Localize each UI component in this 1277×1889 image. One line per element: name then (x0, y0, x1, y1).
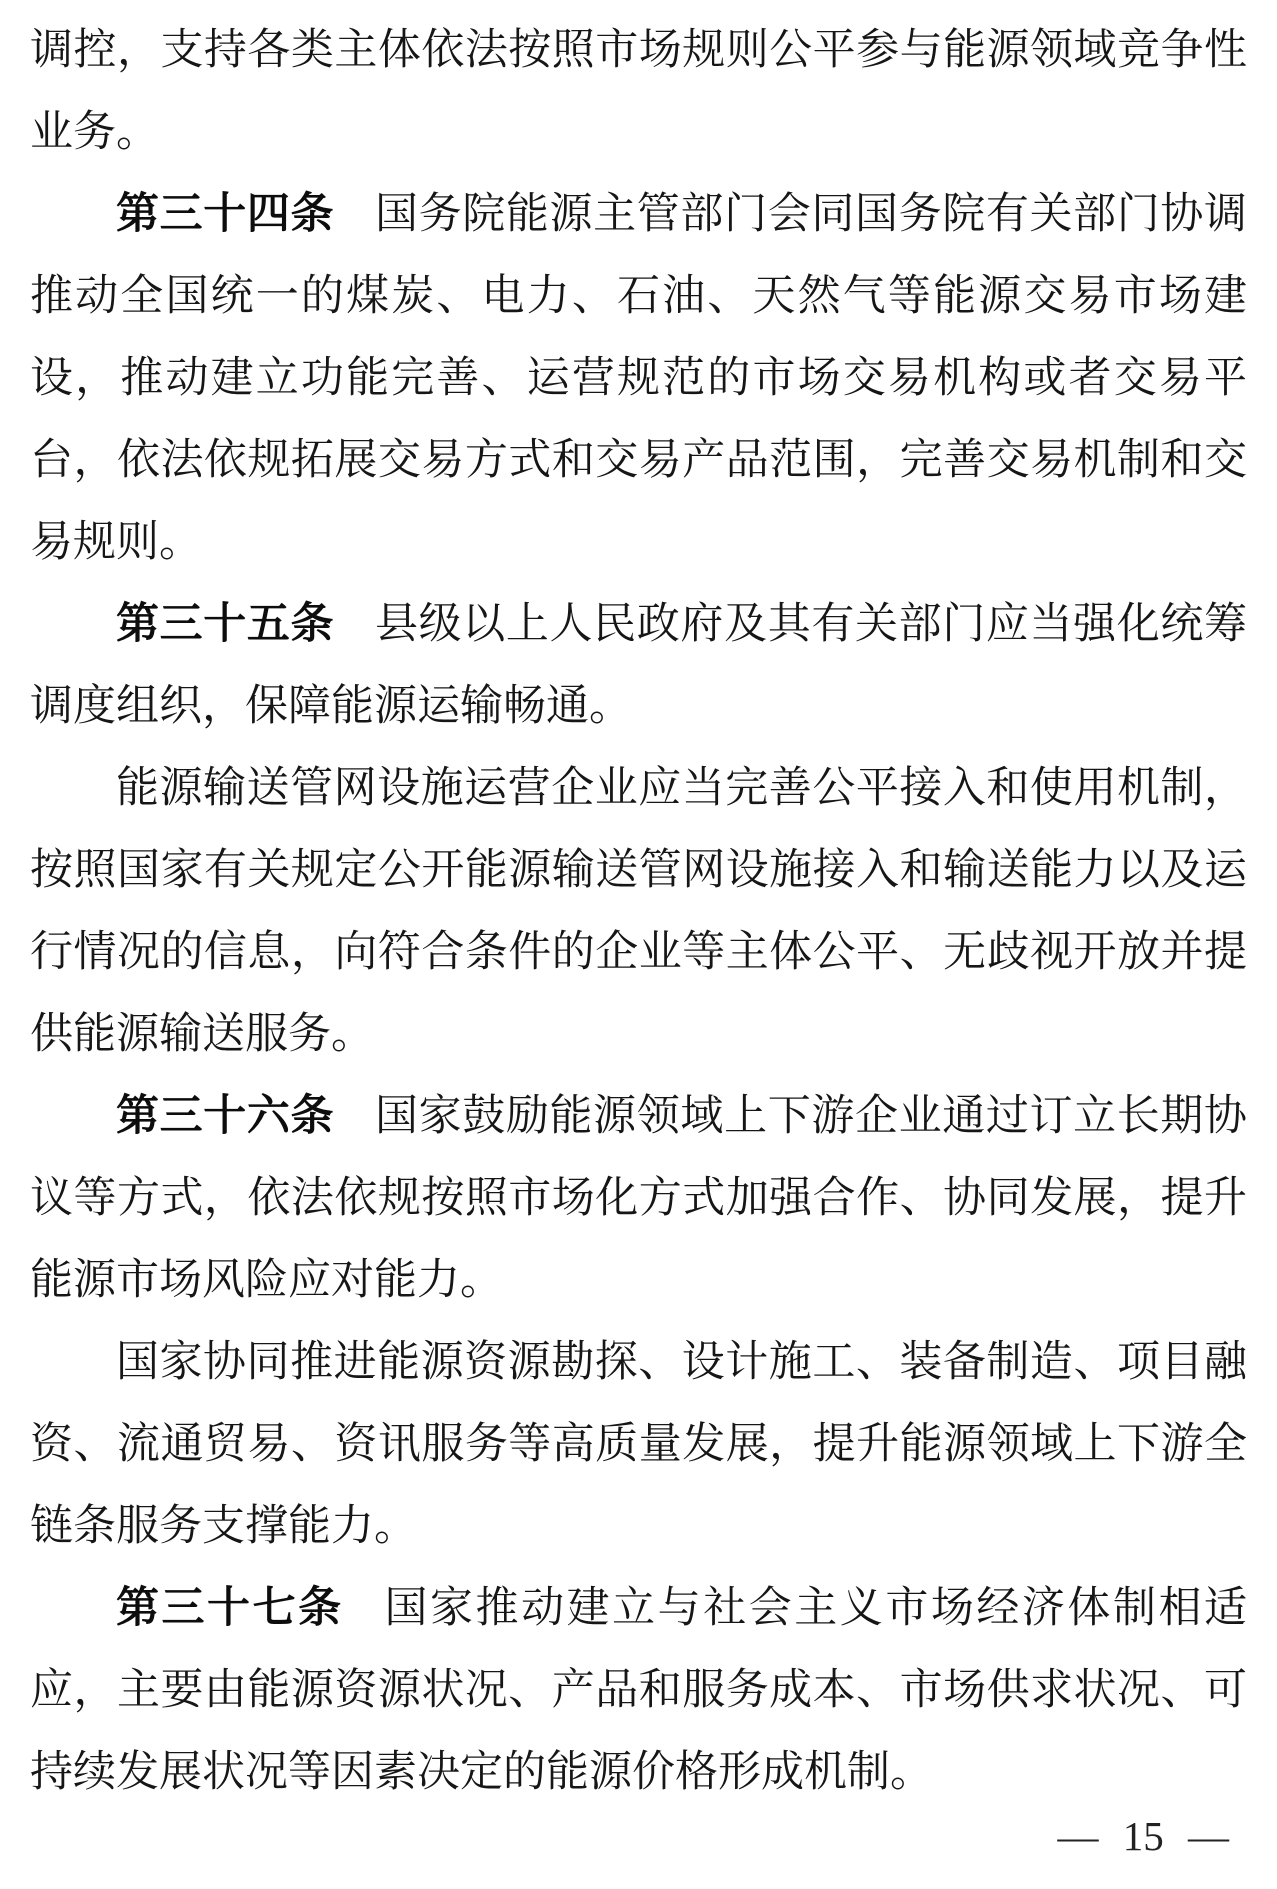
article-number: 第三十六条 (116, 1093, 335, 1140)
paragraph-text: 国家鼓励能源领域上下游企业通过订立长期协议等方式，依法依规按照市场化方式加强合作、协同发展，提升能源市场风险应对能力。 (30, 1093, 1248, 1304)
paragraph-text: 国家协同推进能源资源勘探、设计施工、装备制造、项目融资、流通贸易、资讯服务等高质量发展，提升能源领域上下游全链条服务支撑能力。 (30, 1339, 1247, 1550)
paragraph-continuation (30, 10, 1247, 174)
paragraph-text: 能源输送管网设施运营企业应当完善公平接入和使用机制，按照国家有关规定公开能源输送管网设施接入和输送能力以及运行情况的信息，向符合条件的企业等主体公平、无歧视开放并提供能源输送服务。 (30, 765, 1247, 1058)
paragraph-text: 国务院能源主管部门会同国务院有关部门协调推动全国统一的煤炭、电力、石油、天然气等能源交易市场建设，推动建立功能完善、运营规范的市场交易机构或者交易平台，依法依规拓展交易方式和交易产品范围，完善交易机制和交易规则。 (30, 191, 1248, 566)
paragraph-article-36 (30, 1076, 1247, 1322)
paragraph-article-35-clause-2 (30, 748, 1247, 1076)
paragraph-text: 县级以上人民政府及其有关部门应当强化统筹调度组织，保障能源运输畅通。 (30, 601, 1248, 730)
paragraph-article-35 (30, 584, 1247, 748)
paragraph-text: 国家推动建立与社会主义市场经济体制相适应，主要由能源资源状况、产品和服务成本、市场供求状况、可持续发展状况等因素决定的能源价格形成机制。 (30, 1585, 1248, 1796)
article-number: 第三十五条 (116, 601, 335, 648)
page-number: — 15 — (1057, 1813, 1229, 1859)
paragraph-article-34 (30, 174, 1247, 584)
paragraph-text: 调控，支持各类主体依法按照市场规则公平参与能源领域竞争性业务。 (30, 27, 1247, 156)
article-number: 第三十四条 (116, 191, 335, 238)
paragraph-article-37 (30, 1568, 1247, 1814)
paragraph-article-36-clause-2 (30, 1322, 1247, 1568)
article-number: 第三十七条 (116, 1585, 344, 1632)
